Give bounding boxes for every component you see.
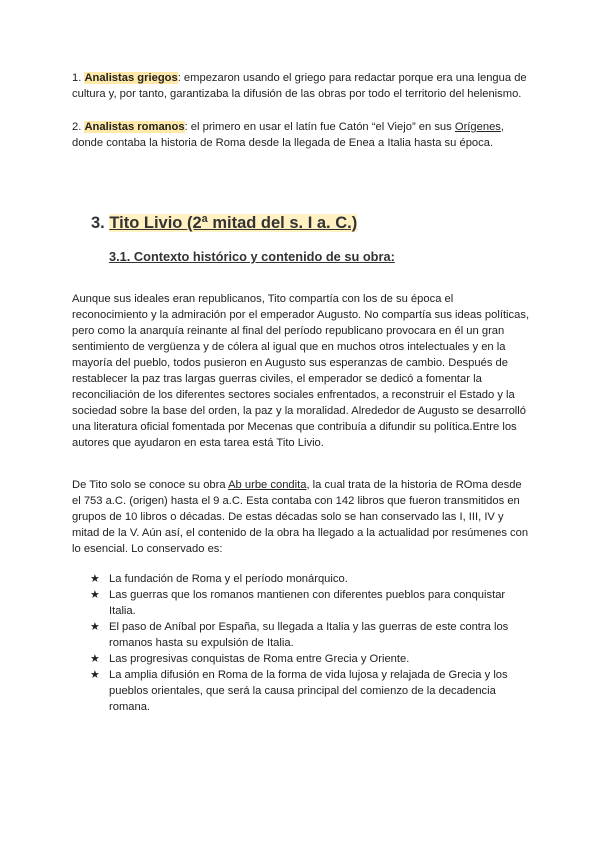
item-text: : empezaron usando el griego para redactar porque era una lengua de cultura y, por tanto, garantizaba la difusión de las obras por todo el territorio del helenismo.	[72, 72, 527, 100]
list-item	[90, 619, 530, 651]
item-number: 1.	[72, 72, 85, 84]
star-bullet-icon: ★	[90, 621, 100, 633]
context-paragraph: Aunque sus ideales eran republicanos, Tito compartía con los de su época el reconocimiento y la admiración por el emperador Augusto. No compartía sus ideas políticas, pero como la anarquía reinante al final del período republicano provocara en él un gran sentimiento de vergüenza y de cólera al igual que en muchos otros intelectuales y en la mayoría del pueblo, todos pusieron en Augusto sus esperanzas de cambio. Después de restablecer la paz tras largas guerras civiles, el emperador se dedicó a fomentar la reconciliación de los diferentes sectores sociales enfrentados, a reconstruir el Estado y la sociedad sobre la base del orden, la paz y la moralidad. Alrededor de Augusto se desarrolló una literatura oficial fomentada por Mecenas que contribuía a difundir su política.Entre los autores que ayudaron en esta tarea está Tito Livio.	[72, 293, 530, 449]
item-number: 2.	[72, 121, 85, 133]
work-title: Orígenes	[454, 121, 501, 133]
list-item-text: La amplia difusión en Roma de la forma de vida lujosa y relajada de Grecia y los pueblos orientales, que será la causa principal del comienzo de la decadencia romana.	[109, 669, 508, 713]
paragraph-text: , la cual trata de la historia de ROma desde el 753 a.C. (origen) hasta el 9 a.C. Esta contaba con 142 libros que fueron transmitidos en grupos de 10 libros o décadas. De estas décadas solo se han conservado las I, III, IV y mitad de la V. Aún así, el contenido de la obra ha llegado a la actualidad por resúmenes con lo esencial. Lo conservado es:	[72, 479, 529, 555]
list-item-analistas-griegos	[72, 70, 532, 102]
list-item-text: El paso de Aníbal por España, su llegada a Italia y las guerras de este contra los romanos hasta su expulsión de Italia.	[109, 621, 509, 649]
paragraph-text: De Tito solo se conoce su obra	[72, 479, 229, 491]
star-bullet-icon: ★	[90, 669, 100, 681]
star-bullet-icon: ★	[90, 589, 100, 601]
star-bullet-icon: ★	[90, 653, 100, 665]
work-title: Ab urbe condita	[228, 479, 307, 491]
highlighted-term: Analistas griegos	[84, 72, 178, 84]
star-bullet-icon: ★	[90, 573, 100, 585]
item-text: , donde contaba la historia de Roma desde la llegada de Enea a Italia hasta su época.	[72, 121, 505, 149]
heading-number: 3.	[91, 214, 110, 232]
highlighted-term: Analistas romanos	[84, 121, 185, 133]
subsection-heading: 3.1. Contexto histórico y contenido de su obra:	[109, 249, 395, 264]
work-paragraph	[72, 477, 532, 557]
list-item-analistas-romanos	[72, 119, 532, 151]
heading-title: Tito Livio (2ª mitad del s. I a. C.)	[109, 214, 358, 232]
list-item	[90, 571, 530, 587]
list-item-text: Las guerras que los romanos mantienen con diferentes pueblos para conquistar Italia.	[109, 589, 506, 617]
item-text: : el primero en usar el latín fue Catón “el Viejo” en sus	[184, 121, 455, 133]
conserved-content-list	[90, 571, 530, 715]
list-item-text: Las progresivas conquistas de Roma entre Grecia y Oriente.	[109, 653, 410, 665]
list-item	[90, 651, 530, 667]
list-item-text: La fundación de Roma y el período monárquico.	[109, 573, 348, 585]
list-item	[90, 587, 530, 619]
section-heading	[91, 212, 357, 234]
list-item	[90, 667, 530, 715]
